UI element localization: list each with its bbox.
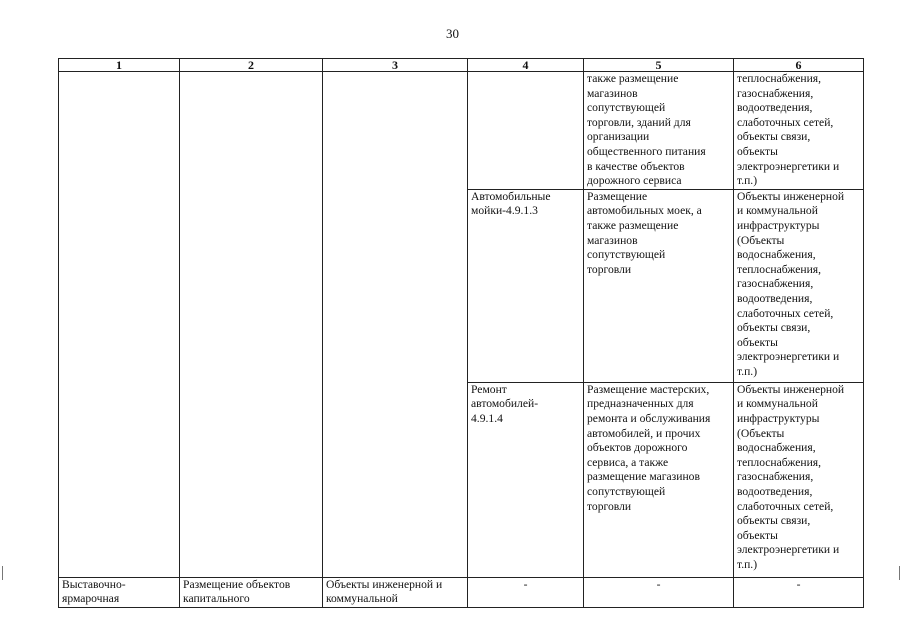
column-header-2: 2 [180,59,323,72]
zoning-table [58,58,864,608]
exhibition-use-name: Выставочно- ярмарочная [59,577,180,607]
page-number: 30 [446,26,459,41]
column-header-1: 1 [59,59,180,72]
column-header-5: 5 [584,59,734,72]
car-repair-use-name: Ремонт автомобилей- 4.9.1.4 [468,382,584,577]
car-wash-use-description: Размещение автомобильных моек, а также размещение магазинов сопутствующей торговли [584,189,734,382]
car-repair-use-description: Размещение мастерских, предназначенных для ремонта и обслуживания автомобилей, и прочих объектов дорожного сервиса, а также размещение магазинов сопутствующей торговли [584,382,734,577]
column-header-4: 4 [468,59,584,72]
column-header-6: 6 [734,59,864,72]
exhibition-col6-dash: - [734,577,864,607]
table-row [59,577,864,607]
continuation-cell-col4 [468,72,584,190]
car-wash-infrastructure: Объекты инженерной и коммунальной инфраструктуры (Объекты водоснабжения, теплоснабжения, газоснабжения, водоотведения, слаботочных сетей, объекты связи, объекты электроэнергетики и т.п.) [734,189,864,382]
exhibition-col4-dash: - [468,577,584,607]
exhibition-col5-dash: - [584,577,734,607]
car-wash-use-name: Автомобильные мойки-4.9.1.3 [468,189,584,382]
merged-cell-col2 [180,72,323,578]
exhibition-infrastructure: Объекты инженерной и коммунальной [323,577,468,607]
continuation-cell-col5: также размещение магазинов сопутствующей торговли, зданий для организации общественного питания в качестве объектов дорожного сервиса [584,72,734,190]
scan-edge-mark-left [2,566,3,580]
table-row [59,72,864,190]
column-header-3: 3 [323,59,468,72]
merged-cell-col3 [323,72,468,578]
merged-cell-col1 [59,72,180,578]
table-header-row [59,59,864,72]
continuation-cell-col6: теплоснабжения, газоснабжения, водоотведения, слаботочных сетей, объекты связи, объекты электроэнергетики и т.п.) [734,72,864,190]
car-repair-infrastructure: Объекты инженерной и коммунальной инфраструктуры (Объекты водоснабжения, теплоснабжения, газоснабжения, водоотведения, слаботочных сетей, объекты связи, объекты электроэнергетики и т.п.) [734,382,864,577]
exhibition-use-description: Размещение объектов капитального [180,577,323,607]
scan-edge-mark-right [899,566,900,580]
